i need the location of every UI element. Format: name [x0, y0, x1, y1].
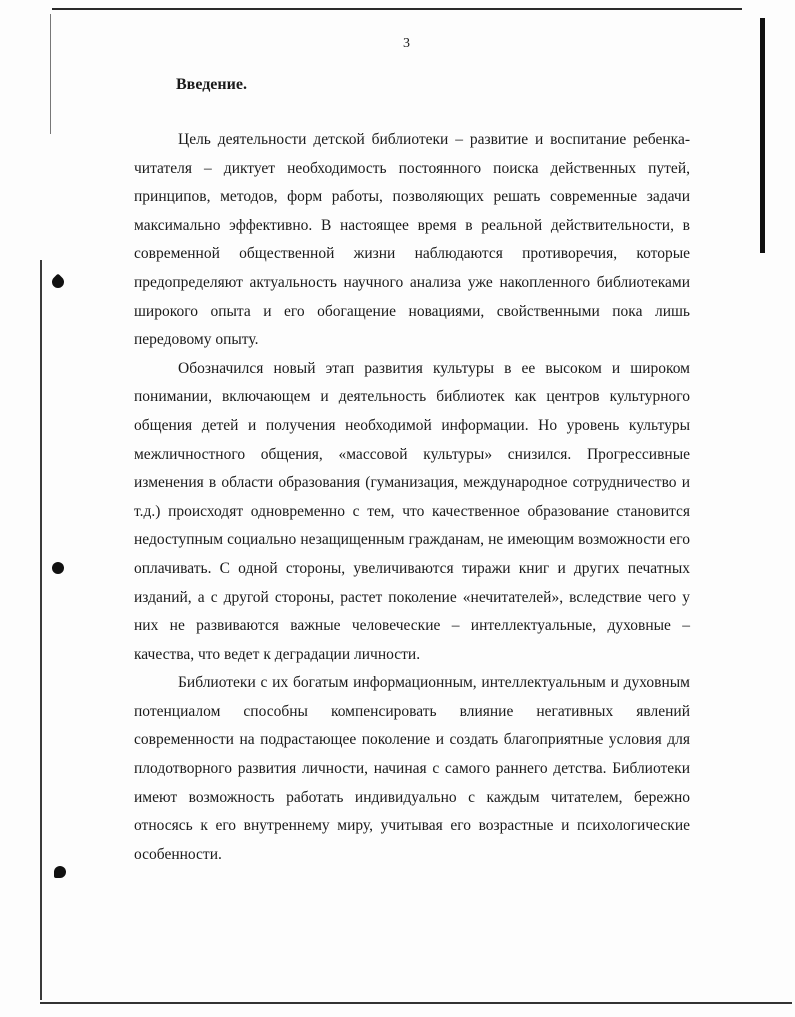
scan-top-border	[52, 8, 742, 10]
scan-bottom-border	[40, 1002, 792, 1004]
paragraph: Обозначился новый этап развития культуры в ее высоком и широком понимании, включающем и деятельность библиотек как центров культурного общения детей и получения необходимой информации. Но уровень культуры межличностного общения, «массовой культуры» снизился. Прогрессивные изменения в области образования (гуманизация, международное сотрудничество и т.д.) происходят одновременно с тем, что качественное образование становится недоступным социально незащищенным гражданам, не имеющим возможности его оплачивать. С одной стороны, увеличиваются тиражи книг и других печатных изданий, а с другой стороны, растет поколение «нечитателей», вследствие чего у них не развиваются важные человеческие – интеллектуальные, духовные – качества, что ведет к деградации личности.	[134, 359, 690, 663]
punch-hole-mark	[54, 866, 66, 878]
scan-left-edge	[40, 260, 42, 1000]
punch-hole-mark	[52, 562, 64, 574]
punch-hole-mark	[50, 274, 67, 291]
paragraph: Цель деятельности детской библиотеки – развитие и воспитание ребенка-читателя – диктует необходимость постоянного поиска действенных путей, принципов, методов, форм работы, позволяющих решать современные задачи максимально эффективно. В настоящее время в реальной действительности, в современной общественной жизни наблюдаются противоречия, которые предопределяют актуальность научного анализа уже накопленного библиотеками широкого опыта и его обогащение новациями, свойственными пока лишь передовому опыту.	[134, 131, 690, 349]
paragraph: Библиотеки с их богатым информационным, интеллектуальным и духовным потенциалом способны компенсировать влияние негативных явлений современности на подрастающее поколение и создать благоприятные условия для плодотворного развития личности, начиная с самого раннего детства. Библиотеки имеют возможность работать индивидуально с каждым читателем, бережно относясь к его внутреннему миру, учитывая его возрастные и психологические особенности.	[134, 674, 690, 863]
section-heading: Введение.	[176, 76, 247, 93]
page-number: 3	[403, 36, 410, 51]
body-text	[134, 126, 690, 869]
scan-left-edge-top	[50, 14, 51, 134]
scan-right-bar	[760, 18, 765, 253]
